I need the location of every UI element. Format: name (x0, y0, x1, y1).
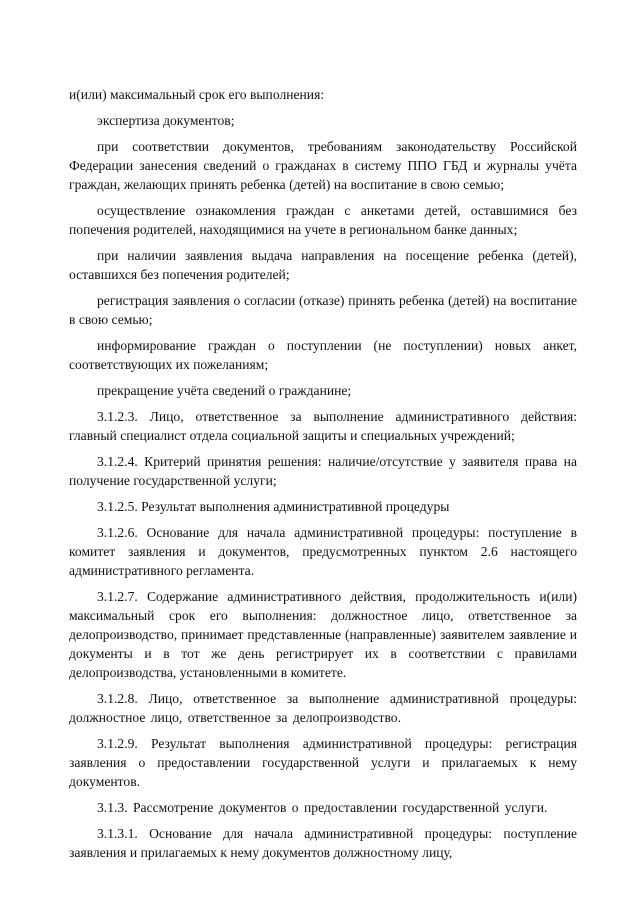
paragraph-acquaintance: осуществление ознакомления граждан с анкетами детей, оставшимися без попечения родителей, находящимися на учете в региональном банке данных; (69, 203, 577, 237)
paragraph-continuation: и(или) максимальный срок его выполнения: (69, 87, 325, 102)
document-body (69, 85, 577, 869)
paragraph-3-1-2-8: 3.1.2.8. Лицо, ответственное за выполнение административной процедуры: должностное лицо, ответственное за делопроизводство. (69, 691, 577, 725)
paragraph-visit-referral: при наличии заявления выдача направления на посещение ребенка (детей), оставшихся без попечения родителей; (69, 248, 577, 282)
paragraph-3-1-3: 3.1.3. Рассмотрение документов о предоставлении государственной услуги. (97, 800, 548, 815)
paragraph-3-1-2-7: 3.1.2.7. Содержание административного действия, продолжительность и(или) максимальный срок его выполнения: должностное лицо, ответственное за делопроизводство, принимает представленные (направленные) заявителем заявление и документы и в тот же день регистрирует их в соответствии с правилами делопроизводства, установленными в комитете. (69, 589, 577, 680)
paragraph-termination: прекращение учёта сведений о гражданине; (97, 383, 352, 398)
paragraph-informing: информирование граждан о поступлении (не поступлении) новых анкет, соответствующих их пожеланиям; (69, 338, 577, 372)
paragraph-3-1-2-4: 3.1.2.4. Критерий принятия решения: наличие/отсутствие у заявителя права на получение государственной услуги; (69, 454, 577, 488)
paragraph-expertise: экспертиза документов; (97, 113, 235, 128)
paragraph-consent-registration: регистрация заявления о согласии (отказе) принять ребенка (детей) на воспитание в свою семью; (69, 293, 577, 327)
paragraph-3-1-2-3: 3.1.2.3. Лицо, ответственное за выполнение административного действия: главный специалист отдела социальной защиты и специальных учреждений; (69, 409, 577, 443)
paragraph-3-1-2-6: 3.1.2.6. Основание для начала административной процедуры: поступление в комитет заявления и документов, предусмотренных пунктом 2.6 настоящего административного регламента. (69, 525, 577, 578)
paragraph-registration-in-system: при соответствии документов, требованиям законодательству Российской Федерации занесения сведений о гражданах в систему ППО ГБД и журналы учёта граждан, желающих принять ребенка (детей) на воспитание в свою семью; (69, 139, 577, 192)
paragraph-3-1-2-9: 3.1.2.9. Результат выполнения административной процедуры: регистрация заявления о предоставлении государственной услуги и прилагаемых к нему документов. (69, 736, 577, 789)
paragraph-3-1-3-1: 3.1.3.1. Основание для начала административной процедуры: поступление заявления и прилагаемых к нему документов должностному лицу, (69, 826, 577, 860)
paragraph-3-1-2-5: 3.1.2.5. Результат выполнения административной процедуры (97, 499, 450, 514)
